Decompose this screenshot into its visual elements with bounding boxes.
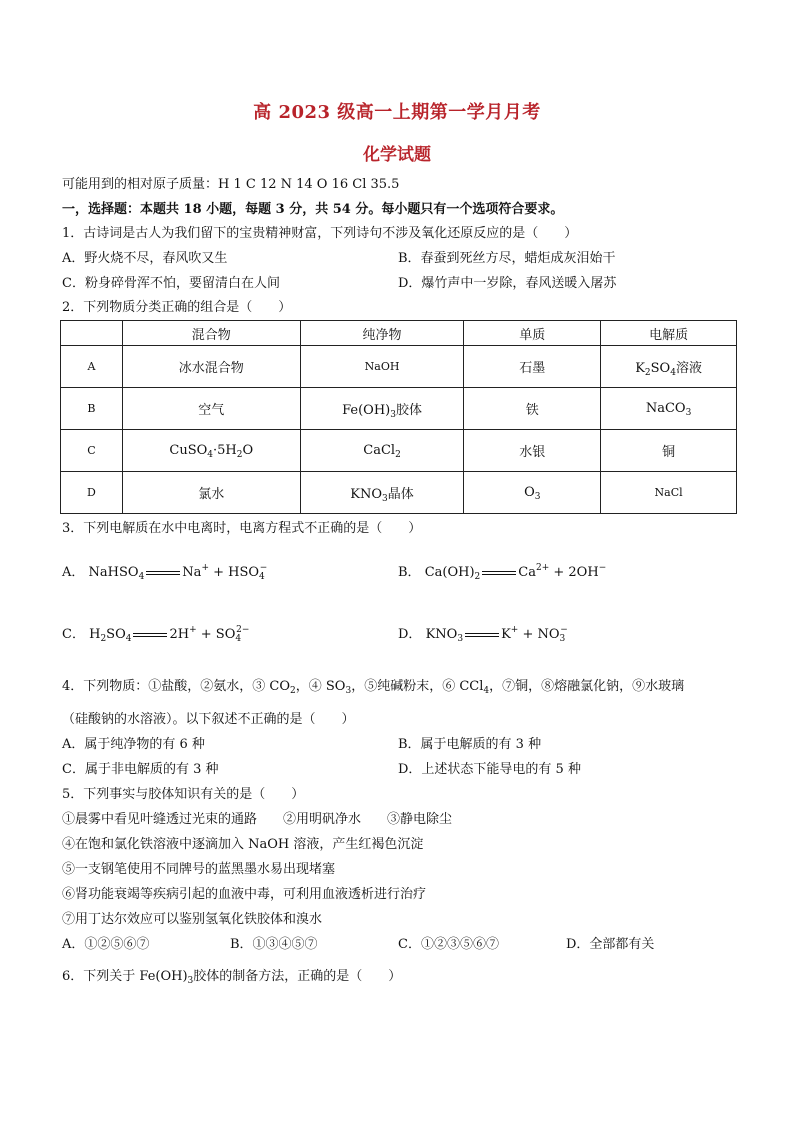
row-label: C <box>61 430 123 472</box>
table-row <box>61 472 737 514</box>
q5-option-b: B．①③④⑤⑦ <box>230 937 318 952</box>
q4-option-a: A．属于纯净物的有 6 种 <box>62 737 205 752</box>
row-label: D <box>61 472 123 514</box>
q1-option-b: B．春蚕到死丝方尽，蜡炬成灰泪始干 <box>398 251 616 266</box>
table-row <box>61 430 737 472</box>
header-cell: 单质 <box>464 321 601 346</box>
q4-stem-continued: （硅酸钠的水溶液）。以下叙述不正确的是（ ） <box>62 712 355 727</box>
cell-pure: NaOH <box>300 346 464 388</box>
cell-pure: $KNO_3$晶体 <box>300 472 464 514</box>
cell-element: $O_3$ <box>464 472 601 514</box>
cell-electrolyte: $K_2SO_4$溶液 <box>601 346 737 388</box>
header-cell: 纯净物 <box>300 321 464 346</box>
q3-stem: 3．下列电解质在水中电离时，电离方程式不正确的是（ ） <box>62 521 422 536</box>
q4-option-b: B．属于电解质的有 3 种 <box>398 737 542 752</box>
row-label: A <box>61 346 123 388</box>
cell-element: 石墨 <box>464 346 601 388</box>
q5-option-c: C．①②③⑤⑥⑦ <box>398 937 499 952</box>
row-label: B <box>61 388 123 430</box>
cell-pure: $Fe(OH)_3$胶体 <box>300 388 464 430</box>
cell-mixture: 冰水混合物 <box>122 346 300 388</box>
cell-electrolyte: 铜 <box>601 430 737 472</box>
cell-mixture: 氯水 <box>122 472 300 514</box>
cell-electrolyte: NaCO$_3$ <box>601 388 737 430</box>
q2-stem: 2．下列物质分类正确的组合是（ ） <box>62 300 292 315</box>
q5-facts-1-3: ①晨雾中看见叶缝透过光束的通路 ②用明矾净水 ③静电除尘 <box>62 812 453 827</box>
q5-fact-6: ⑥肾功能衰竭等疾病引起的血液中毒，可利用血液透析进行治疗 <box>62 887 427 902</box>
q3-option-d: D． $KNO_3$ $K^+ + NO_3^-$ <box>398 625 568 644</box>
q6-stem: 6．下列关于 $Fe(OH)_3$胶体的制备方法，正确的是（ ） <box>62 969 402 986</box>
q1-stem: 1．古诗词是古人为我们留下的宝贵精神财富，下列诗句不涉及氧化还原反应的是（ ） <box>62 226 578 241</box>
q1-option-c: C．粉身碎骨浑不怕，要留清白在人间 <box>62 276 280 291</box>
q4-option-d: D．上述状态下能导电的有 5 种 <box>398 762 581 777</box>
q3-option-b: B． $Ca(OH)_2$ $Ca^{2+} + 2OH^-$ <box>398 563 607 582</box>
cell-pure: CaCl$_2$ <box>300 430 464 472</box>
q5-option-a: A．①②⑤⑥⑦ <box>62 937 150 952</box>
q5-fact-7: ⑦用丁达尔效应可以鉴别氢氧化铁胶体和溴水 <box>62 912 323 927</box>
q3-option-a: A． NaHSO$_4$ $Na^+ + HSO_4^-$ <box>62 563 268 582</box>
table-row <box>61 346 737 388</box>
exam-subtitle: 化学试题 <box>363 145 431 165</box>
cell-mixture: 空气 <box>122 388 300 430</box>
q1-option-d: D．爆竹声中一岁除，春风送暖入屠苏 <box>398 276 617 291</box>
q5-fact-5: ⑤一支钢笔使用不同牌号的蓝黑墨水易出现堵塞 <box>62 862 336 877</box>
atomic-masses: 可能用到的相对原子质量：H 1 C 12 N 14 O 16 Cl 35.5 <box>62 177 400 192</box>
exam-title: 高 2023 级高一上期第一学月月考 <box>253 102 541 123</box>
header-cell <box>61 321 123 346</box>
cell-electrolyte: NaCl <box>601 472 737 514</box>
cell-mixture: $CuSO_4\cdot 5H_2O$ <box>122 430 300 472</box>
cell-element: 水银 <box>464 430 601 472</box>
header-cell: 电解质 <box>601 321 737 346</box>
table-header-row <box>61 321 737 346</box>
header-cell: 混合物 <box>122 321 300 346</box>
q1-option-a: A．野火烧不尽，春风吹又生 <box>62 251 228 266</box>
q4-option-c: C．属于非电解质的有 3 种 <box>62 762 219 777</box>
classification-table <box>60 320 737 514</box>
q5-stem: 5．下列事实与胶体知识有关的是（ ） <box>62 787 305 802</box>
q5-fact-4: ④在饱和氯化铁溶液中逐滴加入 NaOH 溶液，产生红褐色沉淀 <box>62 837 424 852</box>
q3-option-c: C． $H_2SO_4$ $2H^+ + SO_4^{2-}$ <box>62 625 250 644</box>
q5-option-d: D．全部都有关 <box>566 937 655 952</box>
table-row <box>61 388 737 430</box>
section-heading: 一，选择题：本题共 18 小题，每题 3 分，共 54 分。每小题只有一个选项符合要求。 <box>62 202 564 217</box>
q4-stem: 4．下列物质：①盐酸，②氨水，③ $CO_2$，④ $SO_3$，⑤纯碱粉末，⑥ CCl$_4$，⑦铜，⑧熔融氯化钠，⑨水玻璃 <box>62 679 685 696</box>
cell-element: 铁 <box>464 388 601 430</box>
